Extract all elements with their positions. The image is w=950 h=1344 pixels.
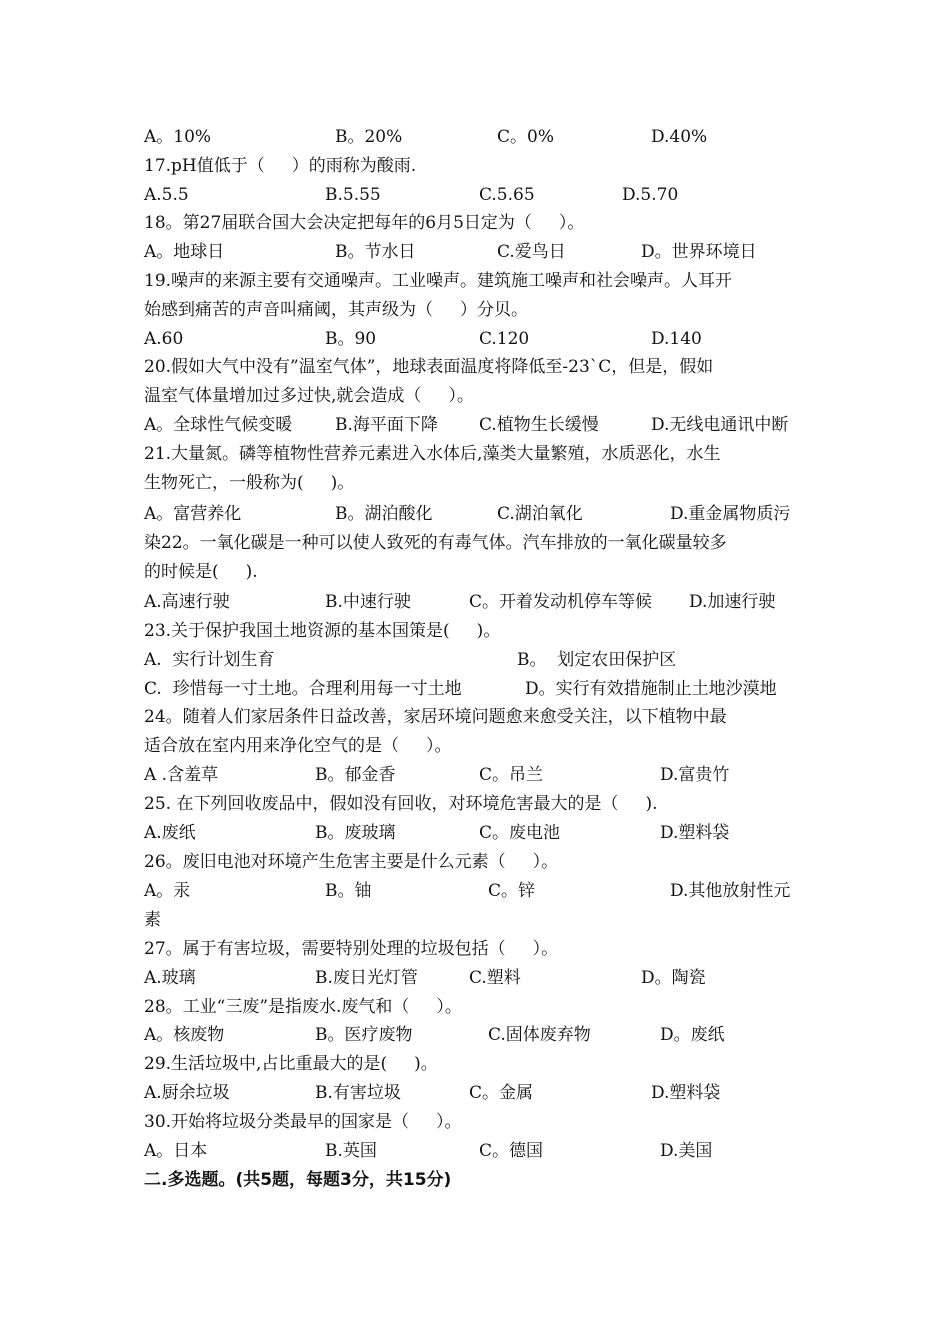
q18-option-b: B。节水日 bbox=[335, 242, 416, 262]
q24-option-d: D.富贵竹 bbox=[660, 765, 730, 785]
q30-option-d: D.美国 bbox=[660, 1141, 713, 1161]
q21-stem-line2: 生物死亡，一般称为( )。 bbox=[144, 473, 355, 493]
q23-stem: 23.关于保护我国土地资源的基本国策是( )。 bbox=[144, 621, 501, 641]
section-heading: 二.多选题。(共5题，每题3分，共15分) bbox=[144, 1170, 452, 1190]
q24-option-c: C。吊兰 bbox=[479, 765, 544, 785]
q19-stem-line1: 19.噪声的来源主要有交通噪声。工业噪声。建筑施工噪声和社会噪声。人耳开 bbox=[144, 271, 733, 291]
q25-option-c: C。废电池 bbox=[479, 823, 561, 843]
q29-option-c: C。金属 bbox=[469, 1083, 534, 1103]
q26-option-d-wrap: 素 bbox=[144, 910, 161, 930]
q23-option-a: A. 实行计划生育 bbox=[144, 650, 275, 670]
q16-option-a: A。10% bbox=[144, 127, 212, 147]
q29-stem: 29.生活垃圾中,占比重最大的是( )。 bbox=[144, 1054, 438, 1074]
q18-stem: 18。第27届联合国大会决定把每年的6月5日定为（ ）。 bbox=[144, 213, 585, 233]
q27-stem: 27。属于有害垃圾，需要特别处理的垃圾包括（ ）。 bbox=[144, 939, 559, 959]
q24-option-b: B。郁金香 bbox=[315, 765, 396, 785]
q18-option-d: D。世界环境日 bbox=[641, 242, 757, 262]
q20-stem-line2: 温室气体量增加过多过快,就会造成（ ）。 bbox=[144, 386, 474, 406]
q24-stem-line2: 适合放在室内用来净化空气的是（ ）。 bbox=[144, 736, 452, 756]
q23-option-b: B。 划定农田保护区 bbox=[517, 650, 677, 670]
q25-stem: 25. 在下列回收废品中，假如没有回收，对环境危害最大的是（ ). bbox=[144, 794, 658, 814]
q16-option-b: B。20% bbox=[335, 127, 403, 147]
q26-option-b: B。铀 bbox=[325, 881, 372, 901]
q22-option-c: C。开着发动机停车等候 bbox=[469, 592, 653, 612]
q28-option-d: D。废纸 bbox=[660, 1025, 725, 1045]
q22-option-a: A.高速行驶 bbox=[144, 592, 230, 612]
q28-option-a: A。核废物 bbox=[144, 1025, 225, 1045]
q17-option-a: A.5.5 bbox=[144, 185, 189, 205]
q25-option-d: D.塑料袋 bbox=[660, 823, 730, 843]
q27-option-c: C.塑料 bbox=[469, 968, 521, 988]
q20-option-c: C.植物生长缓慢 bbox=[479, 415, 599, 435]
q28-stem: 28。工业“三废”是指废水.废气和（ ）。 bbox=[144, 997, 462, 1017]
q29-option-d: D.塑料袋 bbox=[651, 1083, 721, 1103]
q19-option-b: B。90 bbox=[325, 329, 377, 349]
q22-option-d: D.加速行驶 bbox=[689, 592, 776, 612]
q27-option-d: D。陶瓷 bbox=[641, 968, 706, 988]
q26-option-c: C。锌 bbox=[488, 881, 536, 901]
q29-option-a: A.厨余垃圾 bbox=[144, 1083, 230, 1103]
q17-option-c: C.5.65 bbox=[479, 185, 535, 205]
q18-option-c: C.爱鸟日 bbox=[497, 242, 566, 262]
q16-option-d: D.40% bbox=[651, 127, 708, 147]
q27-option-a: A.玻璃 bbox=[144, 968, 196, 988]
q20-option-d: D.无线电通讯中断 bbox=[651, 415, 789, 435]
q23-option-c: C. 珍惜每一寸土地。合理利用每一寸土地 bbox=[144, 679, 462, 699]
q19-option-c: C.120 bbox=[479, 329, 530, 349]
q22-stem-line2: 的时候是( ). bbox=[144, 562, 258, 582]
q19-option-d: D.140 bbox=[651, 329, 702, 349]
q16-option-c: C。0% bbox=[497, 127, 554, 147]
q26-option-d: D.其他放射性元 bbox=[670, 881, 791, 901]
q24-option-a: A .含羞草 bbox=[144, 765, 219, 785]
q25-option-a: A.废纸 bbox=[144, 823, 196, 843]
q17-stem: 17.pH值低于（ ）的雨称为酸雨. bbox=[144, 156, 417, 176]
q29-option-b: B.有害垃圾 bbox=[315, 1083, 401, 1103]
q30-option-c: C。德国 bbox=[479, 1141, 544, 1161]
q17-option-b: B.5.55 bbox=[325, 185, 381, 205]
q26-stem: 26。废旧电池对环境产生危害主要是什么元素（ ）。 bbox=[144, 852, 559, 872]
q24-stem-line1: 24。随着人们家居条件日益改善，家居环境问题愈来愈受关注，以下植物中最 bbox=[144, 707, 727, 727]
q19-stem-line2: 始感到痛苦的声音叫痛阈，其声级为（ ）分贝。 bbox=[144, 300, 529, 320]
q22-stem-line1: 染22。一氧化碳是一种可以使人致死的有毒气体。汽车排放的一氧化碳量较多 bbox=[144, 533, 727, 553]
q18-option-a: A。地球日 bbox=[144, 242, 225, 262]
q21-stem-line1: 21.大量氮。磷等植物性营养元素进入水体后,藻类大量繁殖，水质恶化，水生 bbox=[144, 444, 721, 464]
q21-option-b: B。湖泊酸化 bbox=[335, 504, 433, 524]
q28-option-b: B。医疗废物 bbox=[315, 1025, 413, 1045]
q20-option-b: B.海平面下降 bbox=[335, 415, 438, 435]
q30-option-b: B.英国 bbox=[325, 1141, 377, 1161]
q25-option-b: B。废玻璃 bbox=[315, 823, 396, 843]
q17-option-d: D.5.70 bbox=[622, 185, 679, 205]
q22-option-b: B.中速行驶 bbox=[325, 592, 411, 612]
q21-option-c: C.湖泊氧化 bbox=[497, 504, 583, 524]
q20-option-a: A。全球性气候变暖 bbox=[144, 415, 293, 435]
q21-option-d: D.重金属物质污 bbox=[670, 504, 791, 524]
q21-option-a: A。富营养化 bbox=[144, 504, 242, 524]
q30-stem: 30.开始将垃圾分类最早的国家是（ ）。 bbox=[144, 1112, 462, 1132]
q20-stem-line1: 20.假如大气中没有”温室气体”，地球表面温度将降低至-23`C，但是，假如 bbox=[144, 357, 714, 377]
q28-option-c: C.固体废弃物 bbox=[488, 1025, 591, 1045]
q27-option-b: B.废日光灯管 bbox=[315, 968, 418, 988]
q23-option-d: D。实行有效措施制止土地沙漠地 bbox=[525, 679, 777, 699]
q30-option-a: A。日本 bbox=[144, 1141, 208, 1161]
q19-option-a: A.60 bbox=[144, 329, 184, 349]
q26-option-a: A。汞 bbox=[144, 881, 191, 901]
